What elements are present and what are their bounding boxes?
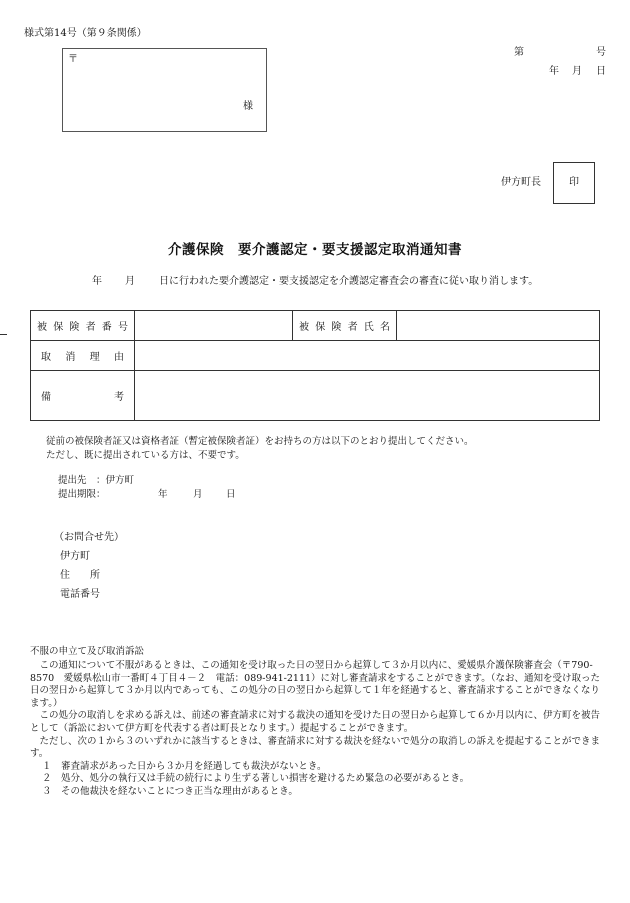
deadline-month: 月 xyxy=(193,489,203,500)
date-day: 日 xyxy=(596,66,606,77)
issuer-title: 伊方町長 xyxy=(501,177,541,188)
contact-heading: （お問合せ先） xyxy=(54,532,124,543)
info-table xyxy=(30,310,600,421)
insured-number-label: 被保険者番号 xyxy=(31,311,135,341)
seal-mark: 印 xyxy=(569,177,579,188)
submission-destination: 提出先 ：伊方町 xyxy=(58,475,135,486)
page-title: 介護保険 要介護認定・要支援認定取消通知書 xyxy=(168,242,462,258)
seal-box xyxy=(553,162,595,204)
intro-year: 年 xyxy=(92,276,102,287)
insured-number-value[interactable] xyxy=(135,311,293,341)
form-label: 様式第14号（第９条関係） xyxy=(24,28,147,39)
remarks-value[interactable] xyxy=(135,371,600,421)
insured-name-value[interactable] xyxy=(397,311,600,341)
contact-phone-label: 電話番号 xyxy=(60,589,100,600)
appeal-paragraph-3: ただし、次の１から３のいずれかに該当するときは、審査請求に対する裁決を経ないで処分の取消しの訴えを提起することができます。 xyxy=(30,735,601,760)
submission-line2: ただし、既に提出されている方は、不要です。 xyxy=(46,450,245,461)
intro-month: 月 xyxy=(125,276,135,287)
list-item: ２ 処分、処分の執行又は手続の続行により生ずる著しい損害を避けるため緊急の必要があるとき。 xyxy=(42,773,470,785)
contact-address-label: 住 所 xyxy=(60,570,100,581)
contact-org: 伊方町 xyxy=(60,551,90,562)
submission-line1: 従前の被保険者証又は資格者証（暫定被保険者証）をお持ちの方は以下のとおり提出してください。 xyxy=(46,436,474,447)
appeal-heading: 不服の申立て及び取消訴訟 xyxy=(30,646,145,657)
doc-number-go: 号 xyxy=(596,47,606,58)
address-box xyxy=(62,48,267,132)
table-row xyxy=(31,371,600,421)
appeal-paragraph-2: この処分の取消しを求める訴えは、前述の審査請求に対する裁決の通知を受けた日の翌日から起算して６か月以内に、伊方町を被告として（訴訟において伊方町を代表する者は町長となります。）提起することができます。 xyxy=(30,710,601,734)
list-item: ３ その他裁決を経ないことにつき正当な理由があるとき。 xyxy=(42,785,298,797)
list-item: １ 審査請求があった日から３か月を経過しても裁決がないとき。 xyxy=(42,760,327,772)
postal-mark: 〒 xyxy=(68,54,78,65)
doc-number-dai: 第 xyxy=(514,47,524,58)
insured-name-label: 被保険者氏名 xyxy=(293,311,397,341)
addressee-honorific: 様 xyxy=(243,101,253,112)
submission-deadline-label: 提出期限： xyxy=(58,489,106,500)
appeal-body xyxy=(30,660,608,799)
deadline-year: 年 xyxy=(158,489,168,500)
deadline-day: 日 xyxy=(226,489,236,500)
date-month: 月 xyxy=(572,66,582,77)
side-tick-mark xyxy=(0,334,7,335)
table-row xyxy=(31,341,600,371)
remarks-label: 備考 xyxy=(31,371,135,421)
intro-text: 日に行われた要介護認定・要支援認定を介護認定審査会の審査に従い取り消します。 xyxy=(159,276,539,287)
table-row xyxy=(31,311,600,341)
appeal-paragraph-1: この通知について不服があるときは、この通知を受け取った日の翌日から起算して３か月以内に、愛媛県介護保険審査会（〒790-8570 愛媛県松山市一番町４丁目４－２ 電話：089-941-2111）に対し審査請求をすることができます。（なお、通知を受け取った日の翌日から起算して３か月以内であっても、この処分の日の翌日から起算して１年を経過すると、審査請求することができなくなります。） xyxy=(30,660,601,709)
reason-value[interactable] xyxy=(135,341,600,371)
reason-label: 取消理由 xyxy=(31,341,135,371)
date-year: 年 xyxy=(549,66,559,77)
